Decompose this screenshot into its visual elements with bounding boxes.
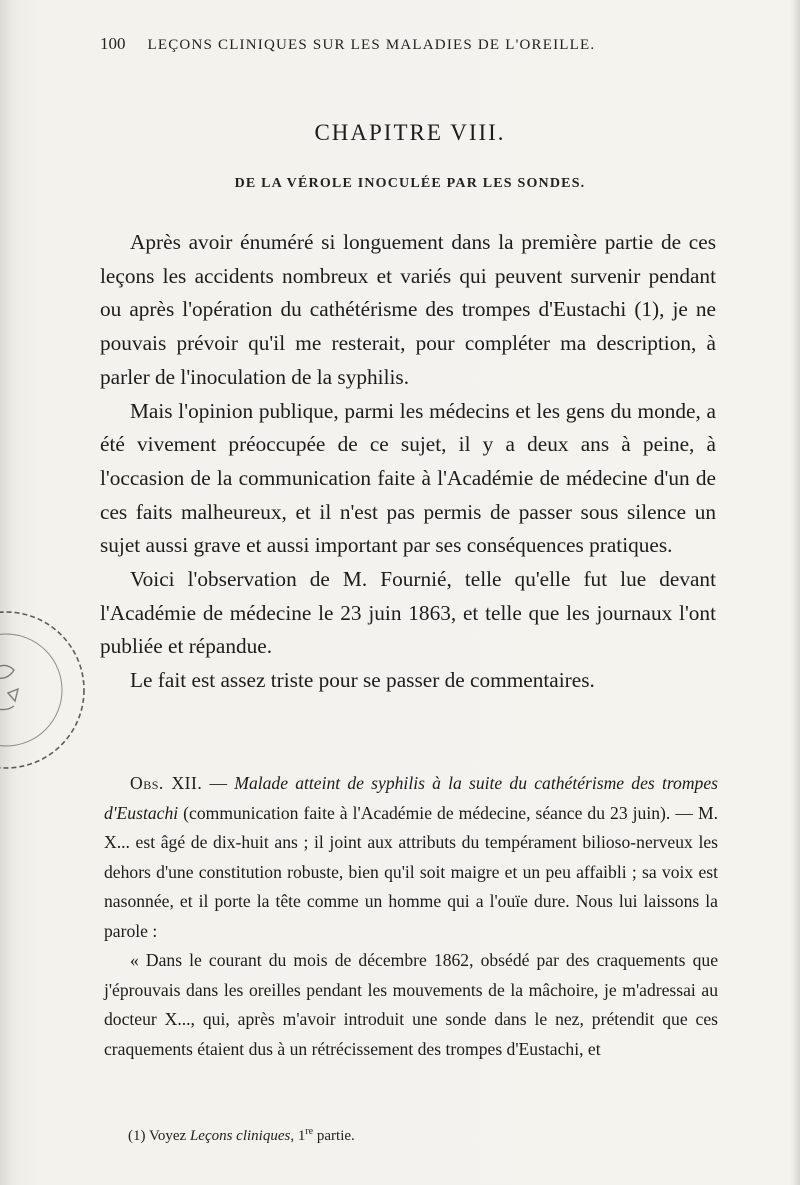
footnote-rest: , 1 [290,1128,306,1144]
footnote-marker: (1) Voyez [128,1128,190,1144]
library-stamp-icon [0,598,96,778]
paragraph-2: Mais l'opinion publique, parmi les médecins et les gens du monde, a été vivement préoccupée de ce sujet, il y a deux ans à peine, à l'occasion de la communication faite à l'Académie de médecine d'un de ces faits malheureux, et il n'est pas permis de passer sous silence un sujet aussi grave et aussi important par ses conséquences pratiques. [100,398,716,558]
observation-block [104,769,718,1064]
footnote-end: partie. [313,1128,355,1144]
observation-quote: « Dans le courant du mois de décembre 1862, obsédé par des craquements que j'éprouvais dans les oreilles pendant les mouvements de la mâchoire, je m'adressai au docteur X..., qui, après m'avoir introduit une sonde dans le nez, prétendit que ces craquements étaient dus à un rétrécissement des trompes d'Eustachi, et [104,950,718,1059]
observation-label: Obs. XII. [130,773,203,793]
observation-paragraph [104,769,718,946]
observation-title: Malade atteint de syphilis à la suite du cathétérisme des trompes d'Eustachi [104,773,718,823]
paragraph-1: Après avoir énuméré si longuement dans la première partie de ces leçons les accidents nombreux et variés qui peuvent survenir pendant ou après l'opération du cathétérisme des trompes d'Eustachi (1), je ne pouvais prévoir qu'il me resterait, pour compléter ma description, à parler de l'inoculation de la syphilis. [100,230,716,389]
paragraph-3: Voici l'observation de M. Fournié, telle qu'elle fut lue devant l'Académie de médecine le 23 juin 1863, et telle que les journaux l'ont publiée et répandue. [100,567,716,659]
running-title: LEÇONS CLINIQUES SUR LES MALADIES DE L'OREILLE. [147,37,596,53]
page-number: 100 [100,34,126,53]
main-text [100,226,716,698]
footnote-italic: Leçons cliniques [189,1128,291,1144]
chapter-title: CHAPITRE VIII. [314,120,506,145]
observation-dash: — [202,773,235,793]
page-edge-shadow [790,0,800,1185]
running-header [100,34,740,54]
observation-text: (communication faite à l'Académie de médecine, séance du 23 juin). — M. X... est âgé de dix-huit ans ; il joint aux attributs du tempérament bilioso-nerveux les dehors d'une constitution robuste, bien qu'il soit maigre et un peu affaibli ; sa voix est nasonnée, et il porte la tête comme un homme qui a l'ouïe dure. Nous lui laissons la parole : [104,802,718,941]
paragraph-4: Le fait est assez triste pour se passer de commentaires. [130,668,595,693]
footnote [128,1126,688,1145]
footnote-sup: re [305,1126,314,1137]
chapter-subtitle: DE LA VÉROLE INOCULÉE PAR LES SONDES. [234,176,586,191]
